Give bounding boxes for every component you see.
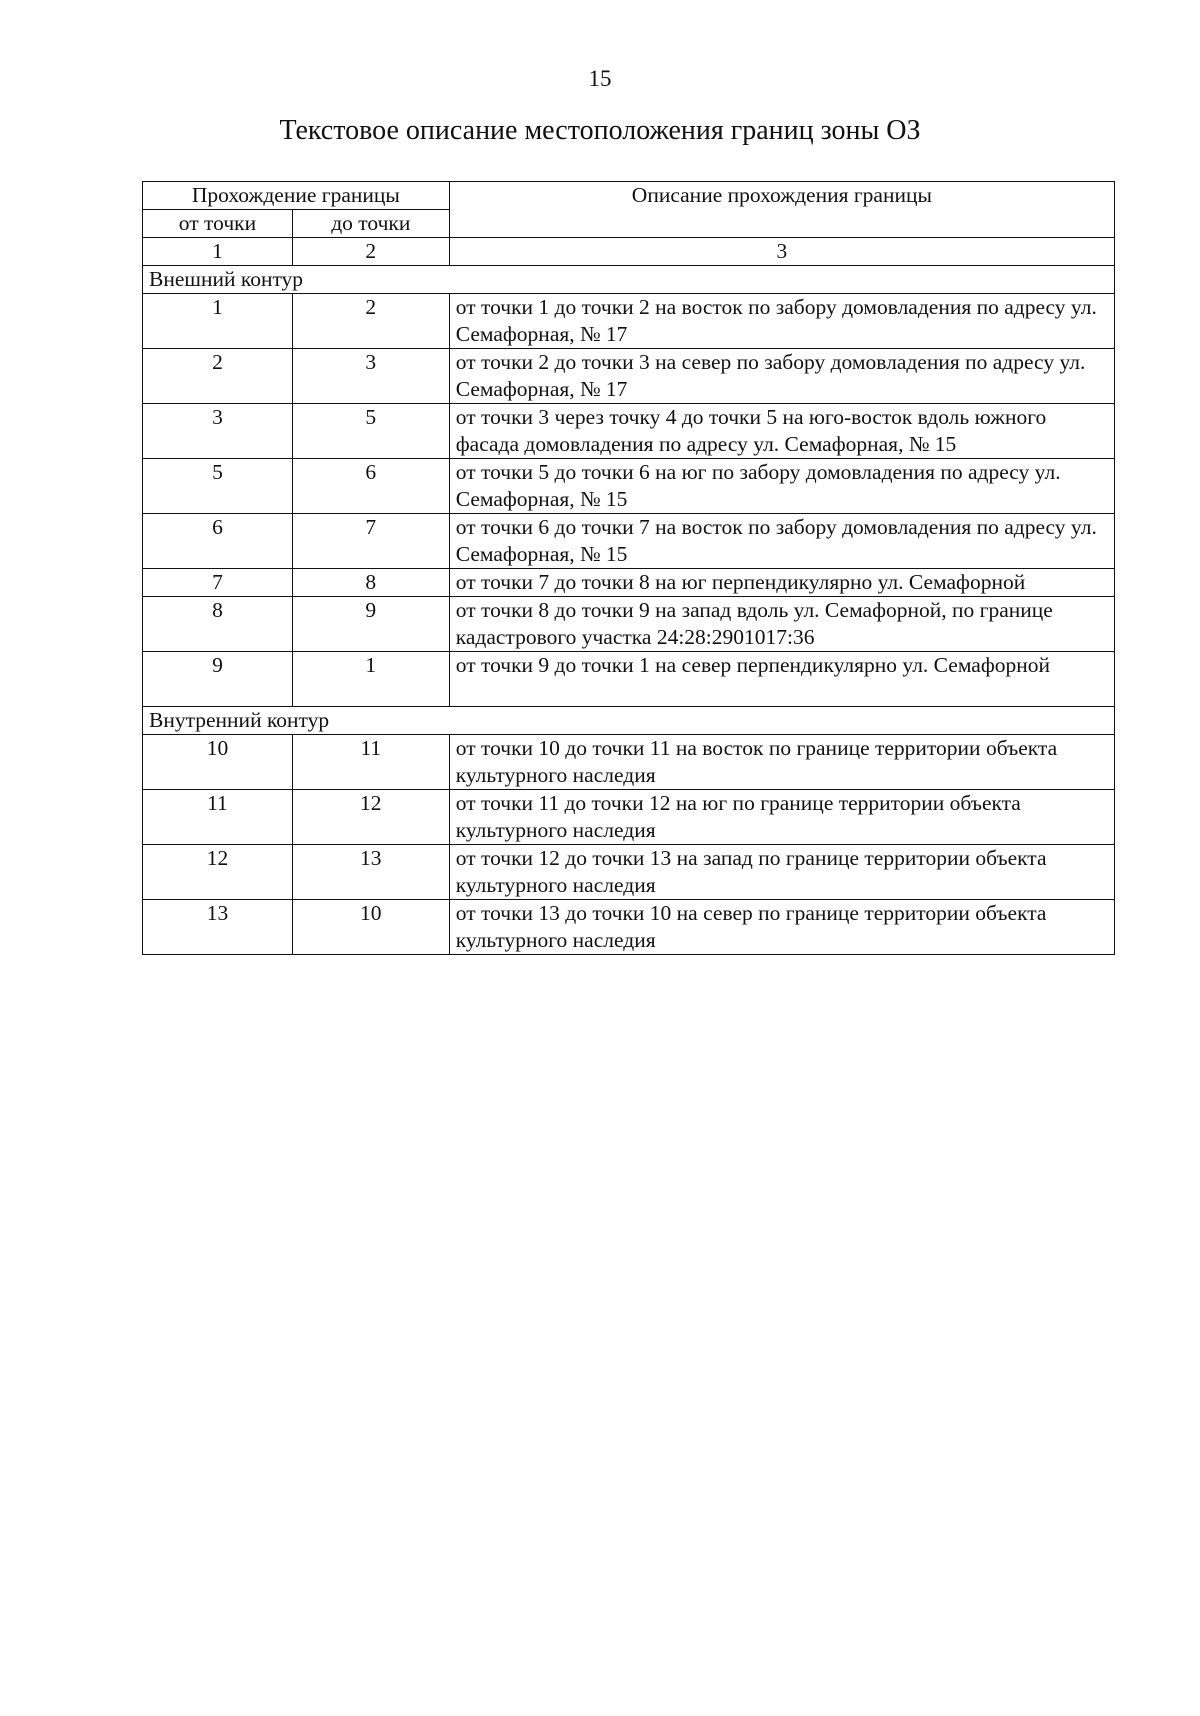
boundary-table [142, 181, 1115, 955]
from-point-cell: 10 [143, 735, 293, 790]
to-point-cell: 1 [292, 652, 449, 707]
from-point-cell: 9 [143, 652, 293, 707]
to-point-cell: 12 [292, 790, 449, 845]
from-point-cell: 7 [143, 569, 293, 597]
header-from-point: от точки [143, 210, 293, 238]
page-number: 15 [588, 66, 612, 91]
table-row [143, 349, 1115, 404]
description-cell: от точки 7 до точки 8 на юг перпендикулярно ул. Семафорной [449, 569, 1114, 597]
header-description: Описание прохождения границы [449, 182, 1114, 238]
column-index-2: 2 [292, 238, 449, 266]
from-point-cell: 11 [143, 790, 293, 845]
document-title: Текстовое описание местоположения границ зоны ОЗ [279, 115, 921, 146]
table-row [143, 845, 1115, 900]
section-title: Внутренний контур [143, 707, 1115, 735]
section-row [143, 707, 1115, 735]
table-row [143, 735, 1115, 790]
to-point-cell: 8 [292, 569, 449, 597]
table-row [143, 569, 1115, 597]
from-point-cell: 3 [143, 404, 293, 459]
to-point-cell: 3 [292, 349, 449, 404]
to-point-cell: 5 [292, 404, 449, 459]
to-point-cell: 10 [292, 900, 449, 955]
description-cell: от точки 12 до точки 13 на запад по границе территории объекта культурного наследия [449, 845, 1114, 900]
table-row [143, 597, 1115, 652]
description-cell: от точки 11 до точки 12 на юг по границе территории объекта культурного наследия [449, 790, 1114, 845]
description-cell: от точки 5 до точки 6 на юг по забору домовладения по адресу ул. Семафорная, № 15 [449, 459, 1114, 514]
description-cell: от точки 8 до точки 9 на запад вдоль ул. Семафорной, по границе кадастрового участка 24:28:2901017:36 [449, 597, 1114, 652]
from-point-cell: 1 [143, 294, 293, 349]
to-point-cell: 9 [292, 597, 449, 652]
from-point-cell: 6 [143, 514, 293, 569]
table-row [143, 404, 1115, 459]
table-row [143, 790, 1115, 845]
description-cell: от точки 1 до точки 2 на восток по забору домовладения по адресу ул. Семафорная, № 17 [449, 294, 1114, 349]
to-point-cell: 2 [292, 294, 449, 349]
table-row [143, 514, 1115, 569]
description-cell: от точки 3 через точку 4 до точки 5 на юго-восток вдоль южного фасада домовладения по адресу ул. Семафорная, № 15 [449, 404, 1114, 459]
from-point-cell: 8 [143, 597, 293, 652]
from-point-cell: 12 [143, 845, 293, 900]
to-point-cell: 6 [292, 459, 449, 514]
header-to-point: до точки [292, 210, 449, 238]
from-point-cell: 2 [143, 349, 293, 404]
description-cell: от точки 10 до точки 11 на восток по границе территории объекта культурного наследия [449, 735, 1114, 790]
header-boundary-passage: Прохождение границы [143, 182, 450, 210]
description-cell: от точки 13 до точки 10 на север по границе территории объекта культурного наследия [449, 900, 1114, 955]
from-point-cell: 5 [143, 459, 293, 514]
table-row [143, 459, 1115, 514]
from-point-cell: 13 [143, 900, 293, 955]
column-index-1: 1 [143, 238, 293, 266]
table-row [143, 900, 1115, 955]
table-body [143, 266, 1115, 955]
column-index-3: 3 [449, 238, 1114, 266]
to-point-cell: 11 [292, 735, 449, 790]
to-point-cell: 13 [292, 845, 449, 900]
table-row [143, 652, 1115, 707]
table-row [143, 294, 1115, 349]
section-row [143, 266, 1115, 294]
description-cell: от точки 6 до точки 7 на восток по забору домовладения по адресу ул. Семафорная, № 15 [449, 514, 1114, 569]
description-cell: от точки 9 до точки 1 на север перпендикулярно ул. Семафорной [449, 652, 1114, 707]
to-point-cell: 7 [292, 514, 449, 569]
section-title: Внешний контур [143, 266, 1115, 294]
description-cell: от точки 2 до точки 3 на север по забору домовладения по адресу ул. Семафорная, № 17 [449, 349, 1114, 404]
